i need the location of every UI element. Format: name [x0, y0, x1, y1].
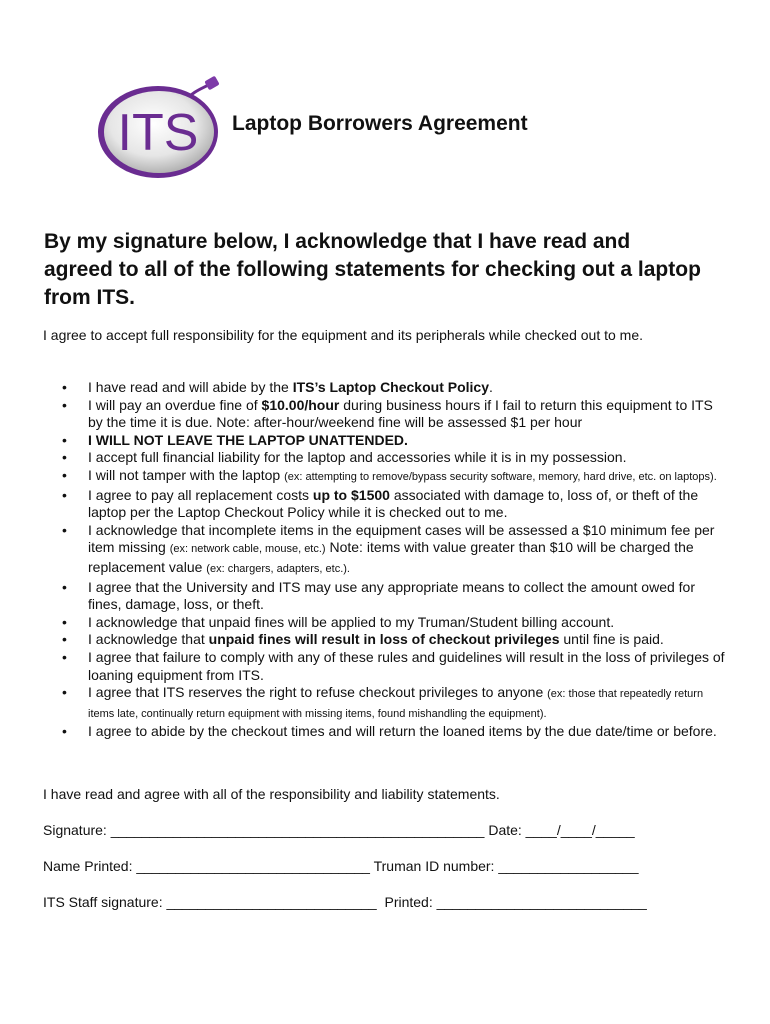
list-item: • I acknowledge that incomplete items in the equipment cases will be assessed a $10 minimum fee per item missing (ex: network cable, mouse, etc.) Note: items with value greater than $10 will be charged the replacement value (ex: chargers, adapters, etc.). — [60, 522, 730, 579]
intro-paragraph: I agree to accept full responsibility for the equipment and its peripherals while checked out to me. — [43, 327, 643, 343]
list-item: • I acknowledge that unpaid fines will be applied to my Truman/Student billing account. — [60, 614, 730, 632]
staff-signature-line: ITS Staff signature: ___________________________ Printed: ___________________________ — [43, 894, 647, 910]
signature-date-line: Signature: ________________________________________________ Date: ____/____/_____ — [43, 822, 635, 838]
list-item: • I agree to pay all replacement costs up to $1500 associated with damage to, loss of, or theft of the laptop per the Laptop Checkout Policy while it is checked out to me. — [60, 487, 730, 522]
list-item: • I WILL NOT LEAVE THE LAPTOP UNATTENDED. — [60, 432, 730, 450]
list-item: • I agree that ITS reserves the right to refuse checkout privileges to anyone (ex: those that repeatedly return items late, continually return equipment with missing items, found mishandling the equipment). — [60, 684, 730, 723]
statement-list — [60, 379, 730, 741]
list-item: • I agree that the University and ITS may use any appropriate means to collect the amount owed for fines, damage, loss, or theft. — [60, 579, 730, 614]
svg-text:ITS: ITS — [117, 104, 199, 162]
list-item: • I agree to abide by the checkout times and will return the loaned items by the due date/time or before. — [60, 723, 730, 741]
name-id-line: Name Printed: ______________________________ Truman ID number: __________________ — [43, 858, 639, 874]
acknowledgement-heading: By my signature below, I acknowledge that I have read and agreed to all of the following statements for checking out a laptop from ITS. — [44, 230, 701, 309]
list-item: • I agree that failure to comply with any of these rules and guidelines will result in the loss of privileges of loaning equipment from ITS. — [60, 649, 730, 684]
plug-icon — [204, 76, 219, 91]
list-item: • I acknowledge that unpaid fines will result in loss of checkout privileges until fine is paid. — [60, 631, 730, 649]
list-item: • I accept full financial liability for the laptop and accessories while it is in my possession. — [60, 449, 730, 467]
list-item: • I have read and will abide by the ITS’s Laptop Checkout Policy. — [60, 379, 730, 397]
list-item: • I will not tamper with the laptop (ex: attempting to remove/bypass security software, memory, hard drive, etc. on laptops). — [60, 467, 730, 487]
document-title: Laptop Borrowers Agreement — [232, 112, 528, 135]
its-logo — [96, 72, 226, 182]
closing-statement: I have read and agree with all of the responsibility and liability statements. — [43, 786, 500, 802]
list-item: • I will pay an overdue fine of $10.00/hour during business hours if I fail to return this equipment to ITS by the time it is due. Note: after-hour/weekend fine will be assessed $1 per hour — [60, 397, 730, 432]
